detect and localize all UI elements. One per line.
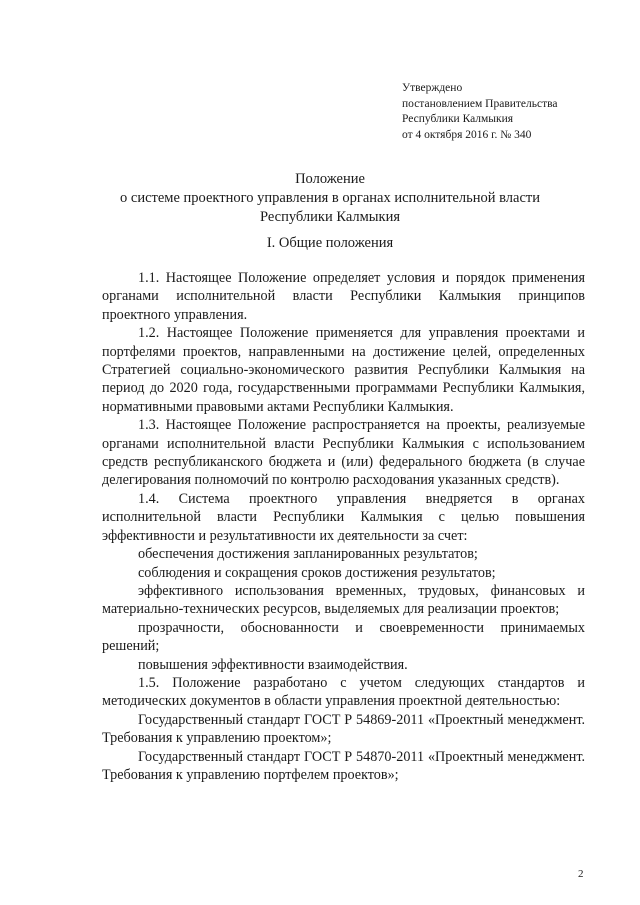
document-title (80, 170, 580, 227)
list-item: прозрачности, обоснованности и своевременности принимаемых решений; (102, 619, 585, 655)
document-body (102, 269, 585, 784)
approval-line: от 4 октября 2016 г. № 340 (402, 128, 532, 141)
list-item: повышения эффективности взаимодействия. (138, 656, 408, 673)
title-line: о системе проектного управления в органах исполнительной власти (120, 190, 540, 206)
list-item: обеспечения достижения запланированных результатов; (138, 546, 478, 563)
paragraph: 1.4. Система проектного управления внедряется в органах исполнительной власти Республики Калмыкия с целью повышения эффективности и результативности их деятельности за счет: (102, 490, 585, 544)
paragraph: 1.2. Настоящее Положение применяется для управления проектами и портфелями проектов, направленными на достижение целей, определенных Стратегией социально-экономического развития Республики Калмыкия на период до 2020 года, государственными программами Республики Калмыкия, нормативными правовыми актами Республики Калмыкия. (102, 325, 585, 415)
paragraph: 1.5. Положение разработано с учетом следующих стандартов и методических документов в области управления проектной деятельностью: (102, 674, 585, 710)
title-line: Положение (295, 171, 365, 187)
approval-line: Утверждено (402, 82, 463, 94)
list-item: Государственный стандарт ГОСТ Р 54870-2011 «Проектный менеджмент. Требования к управлению портфелем проектов»; (102, 748, 585, 783)
page-number: 2 (578, 868, 584, 880)
list-item: Государственный стандарт ГОСТ Р 54869-2011 «Проектный менеджмент. Требования к управлению проектом»; (102, 711, 585, 747)
paragraph: 1.3. Настоящее Положение распространяется на проекты, реализуемые органами исполнительной власти Республики Калмыкия с использованием средств республиканского бюджета и (или) федерального бюджета (в случае делегирования полномочий по контролю расходования указанных средств). (102, 417, 585, 489)
approval-line: постановлением Правительства (402, 97, 558, 110)
title-line: Республики Калмыкия (259, 209, 401, 225)
approval-line: Республики Калмыкия (402, 113, 514, 125)
paragraph: 1.1. Настоящее Положение определяет условия и порядок применения органами исполнительной власти Республики Калмыкия принципов проектного управления. (102, 270, 585, 323)
section-title: I. Общие положения (266, 235, 394, 251)
list-item: соблюдения и сокращения сроков достижения результатов; (138, 564, 496, 581)
approval-stamp (402, 81, 622, 143)
list-item: эффективного использования временных, трудовых, финансовых и материально-технических ресурсов, выделяемых для реализации проектов; (102, 582, 585, 618)
